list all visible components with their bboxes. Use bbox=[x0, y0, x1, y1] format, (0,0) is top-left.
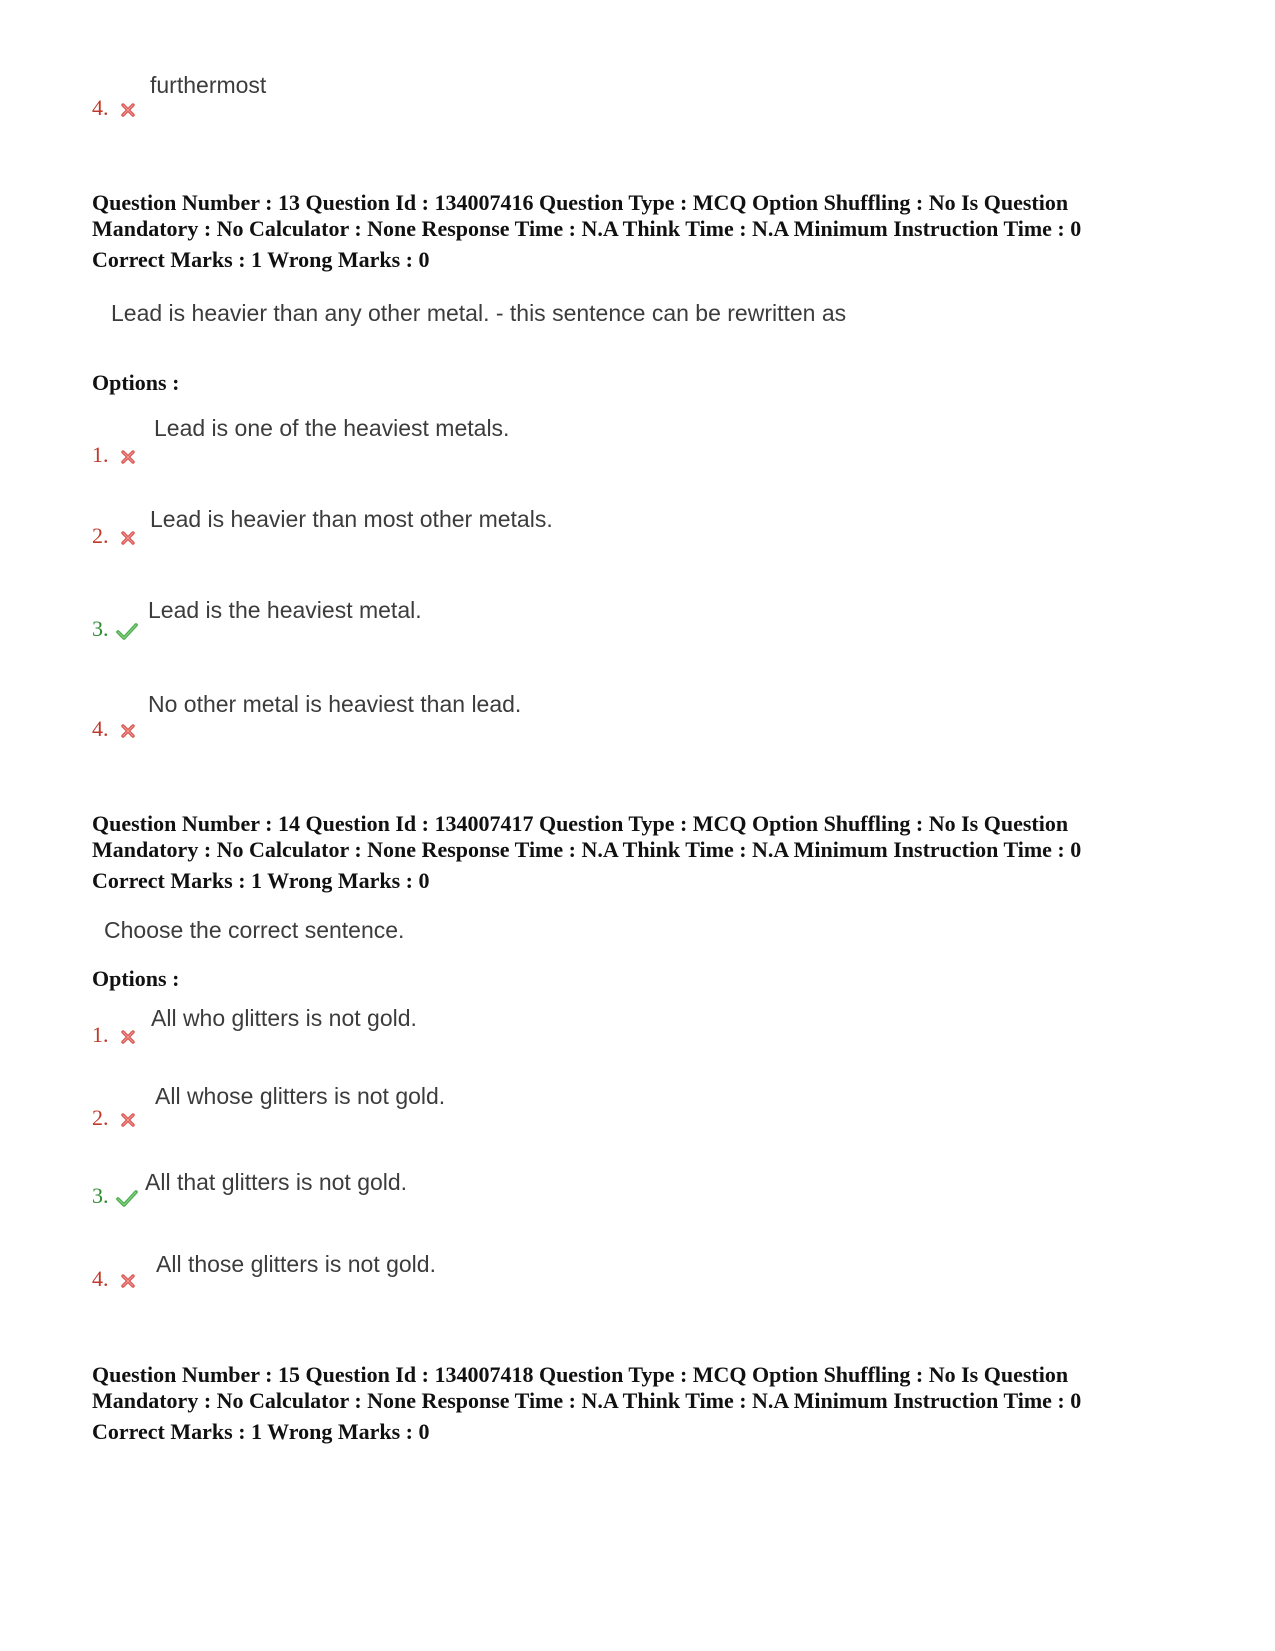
option-1 bbox=[92, 443, 136, 467]
option-number-label: 2. bbox=[92, 523, 109, 548]
option-4 bbox=[92, 1267, 136, 1291]
cross-icon bbox=[120, 723, 136, 739]
option-number-label: 3. bbox=[92, 1183, 109, 1208]
option-number-label: 4. bbox=[92, 716, 109, 741]
check-icon bbox=[116, 1189, 138, 1207]
option-4-text: No other metal is heaviest than lead. bbox=[148, 691, 522, 717]
option-2 bbox=[92, 524, 136, 548]
check-icon bbox=[116, 622, 138, 640]
question-meta-line-1: Question Number : 13 Question Id : 134007416 Question Type : MCQ Option Shuffling : No Is Question bbox=[92, 190, 1069, 215]
cross-icon bbox=[120, 449, 136, 465]
option-number-label: 4. bbox=[92, 95, 109, 120]
option-number-label: 2. bbox=[92, 1105, 109, 1130]
options-label: Options : bbox=[92, 966, 180, 991]
option-number-label: 4. bbox=[92, 1266, 109, 1291]
option-4-text: All those glitters is not gold. bbox=[156, 1251, 436, 1277]
cross-icon bbox=[120, 1029, 136, 1045]
question-marks: Correct Marks : 1 Wrong Marks : 0 bbox=[92, 868, 430, 893]
question-meta-line-2: Mandatory : No Calculator : None Response Time : N.A Think Time : N.A Minimum Instruction Time : 0 bbox=[92, 216, 1082, 241]
question-text: Lead is heavier than any other metal. - this sentence can be rewritten as bbox=[111, 300, 847, 326]
question-text: Choose the correct sentence. bbox=[104, 917, 405, 943]
option-number bbox=[92, 96, 136, 120]
option-3 bbox=[92, 617, 138, 641]
option-1 bbox=[92, 1023, 136, 1047]
option-4 bbox=[92, 717, 136, 741]
option-3-text: Lead is the heaviest metal. bbox=[148, 597, 422, 623]
option-2 bbox=[92, 1106, 136, 1130]
question-meta-line-1: Question Number : 15 Question Id : 134007418 Question Type : MCQ Option Shuffling : No Is Question bbox=[92, 1362, 1069, 1387]
cross-icon bbox=[120, 1273, 136, 1289]
option-3 bbox=[92, 1184, 138, 1208]
question-meta-line-2: Mandatory : No Calculator : None Response Time : N.A Think Time : N.A Minimum Instruction Time : 0 bbox=[92, 1388, 1082, 1413]
question-meta-line-2: Mandatory : No Calculator : None Response Time : N.A Think Time : N.A Minimum Instruction Time : 0 bbox=[92, 837, 1082, 862]
option-1-text: All who glitters is not gold. bbox=[151, 1005, 417, 1031]
option-number-label: 1. bbox=[92, 442, 109, 467]
cross-icon bbox=[120, 530, 136, 546]
question-marks: Correct Marks : 1 Wrong Marks : 0 bbox=[92, 247, 430, 272]
option-2-text: All whose glitters is not gold. bbox=[155, 1083, 446, 1109]
cross-icon bbox=[120, 1112, 136, 1128]
option-1-text: Lead is one of the heaviest metals. bbox=[154, 415, 510, 441]
option-2-text: Lead is heavier than most other metals. bbox=[150, 506, 553, 532]
cross-icon bbox=[120, 102, 136, 118]
option-number-label: 1. bbox=[92, 1022, 109, 1047]
question-meta-line-1: Question Number : 14 Question Id : 134007417 Question Type : MCQ Option Shuffling : No Is Question bbox=[92, 811, 1069, 836]
option-3-text: All that glitters is not gold. bbox=[145, 1169, 408, 1195]
question-marks: Correct Marks : 1 Wrong Marks : 0 bbox=[92, 1419, 430, 1444]
option-number-label: 3. bbox=[92, 616, 109, 641]
options-label: Options : bbox=[92, 370, 180, 395]
option-text: furthermost bbox=[150, 72, 267, 98]
